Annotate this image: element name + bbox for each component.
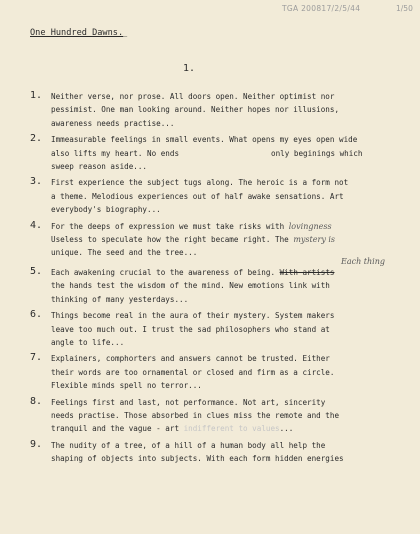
item-line: shaping of objects into subjects. With each form hidden energies xyxy=(51,454,344,464)
item-text: For the deeps of expression we must take risks with xyxy=(51,221,285,231)
item-number: 4. xyxy=(30,219,43,231)
item-line: First experience the subject tugs along. The heroic is a form not xyxy=(51,178,349,188)
list-item xyxy=(30,133,416,173)
item-line: Immeasurable feelings in small events. What opens my eyes open wide xyxy=(51,135,358,145)
item-line xyxy=(51,233,416,246)
page-number: 1. xyxy=(183,63,196,74)
item-line xyxy=(51,147,416,160)
list-item xyxy=(30,256,416,306)
item-line: the hands test the wisdom of the mind. New emotions link with xyxy=(51,281,330,291)
item-line: angle to life... xyxy=(51,337,125,347)
handwritten-insertion: lovingness xyxy=(288,221,332,231)
list-item xyxy=(30,90,416,130)
list-item xyxy=(30,220,416,260)
item-line: pessimist. One man looking around. Neither hopes nor illusions, xyxy=(51,105,340,115)
item-number: 7. xyxy=(30,352,43,364)
item-line: awareness needs practise... xyxy=(51,118,175,128)
item-line: sweep reason aside... xyxy=(51,162,148,172)
item-text: Each awakening crucial to the awareness of being. xyxy=(51,267,276,277)
item-text: tranquil and the vague - art xyxy=(51,424,180,434)
item-line: The nudity of a tree, of a hill of a human body all help the xyxy=(51,440,326,450)
item-number: 3. xyxy=(30,176,43,188)
item-line: Explainers, comphorters and answers cannot be trusted. Either xyxy=(51,354,330,364)
item-line: needs practise. Those absorbed in clues miss the remote and the xyxy=(51,410,340,420)
item-line xyxy=(51,422,416,435)
struck-text: With artists xyxy=(279,267,335,277)
item-number: 6. xyxy=(30,309,43,321)
item-line: unique. The seed and the tree... xyxy=(51,248,198,258)
list-item xyxy=(30,309,416,349)
list-item xyxy=(30,396,416,436)
list-item xyxy=(30,176,416,216)
item-line: thinking of many yesterdays... xyxy=(51,294,189,304)
handwritten-insertion: mystery is xyxy=(293,235,336,245)
handwritten-insertion: Each thing xyxy=(341,256,385,266)
item-text: also lifts my heart. No ends xyxy=(51,148,180,158)
list-item xyxy=(30,352,416,392)
item-line: their words are too ornamental or closed and firm as a circle. xyxy=(51,367,335,377)
item-text: ... xyxy=(279,424,294,434)
item-number: 8. xyxy=(30,395,43,407)
item-line: a theme. Melodious experiences out of half awake sensations. Art xyxy=(51,191,344,201)
archive-reference: TGA 200817/2/5/44 xyxy=(282,4,361,13)
item-line xyxy=(51,220,416,233)
item-line: Neither verse, nor prose. All doors open. Neither optimist nor xyxy=(51,92,335,101)
corner-mark: 1/50 xyxy=(396,4,413,13)
item-line: leave too much out. I trust the sad philosophers who stand at xyxy=(51,324,330,334)
item-number: 2. xyxy=(30,133,43,145)
document-title: One Hundred Dawns. xyxy=(30,28,124,38)
item-line: Flexible minds spell no terror... xyxy=(51,381,202,391)
item-line: Things become real in the aura of their mystery. System makers xyxy=(51,311,335,321)
title-mark: _ xyxy=(122,28,128,38)
item-line xyxy=(51,266,416,279)
item-number: 1. xyxy=(30,90,43,101)
item-line: Feelings first and last, not performance. Not art, sincerity xyxy=(51,397,326,407)
item-number: 5. xyxy=(30,265,43,277)
faint-text: indifferent to values xyxy=(183,424,280,434)
list-item xyxy=(30,439,416,466)
item-text: Useless to speculate how the right became right. The xyxy=(51,235,289,245)
numbered-list xyxy=(30,90,416,466)
item-line: everybody's biography... xyxy=(51,205,161,215)
item-number: 9. xyxy=(30,438,43,450)
item-text: only beginings which xyxy=(271,148,363,158)
